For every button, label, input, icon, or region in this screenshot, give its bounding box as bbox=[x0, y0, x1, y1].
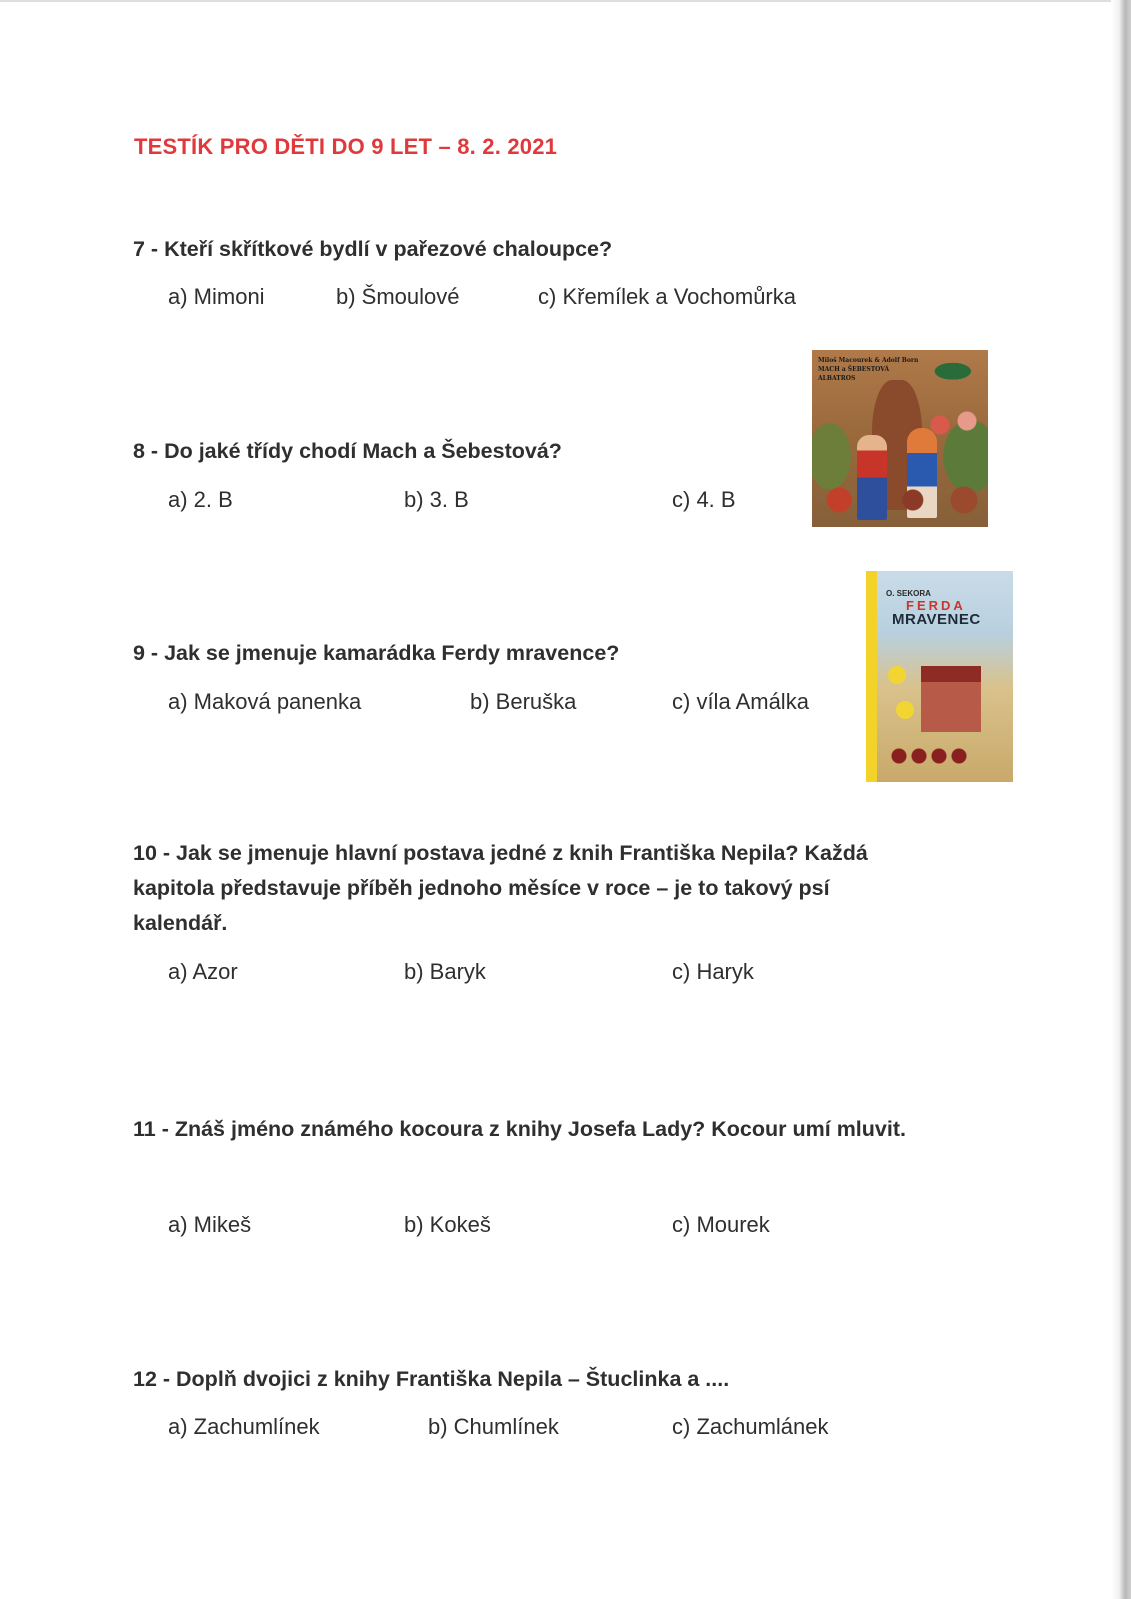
cover-author: O. SEKORA bbox=[886, 589, 931, 598]
cover-title-ferda: FERDA bbox=[906, 598, 966, 613]
question-11: 11 - Znáš jméno známého kocoura z knihy Josefa Lady? Kocour umí mluvit. bbox=[133, 1117, 906, 1141]
cover-flower bbox=[888, 666, 906, 684]
question-11-option-c[interactable]: c) Mourek bbox=[672, 1212, 770, 1237]
question-8-option-b[interactable]: b) 3. B bbox=[404, 487, 469, 512]
question-10: 10 - Jak se jmenuje hlavní postava jedné z knih Františka Nepila? Každá kapitola představuje příběh jednoho měsíce v roce – je to takový psí kalendář. bbox=[133, 841, 868, 935]
question-8: 8 - Do jaké třídy chodí Mach a Šebestová? bbox=[133, 439, 562, 463]
question-12-option-c[interactable]: c) Zachumlánek bbox=[672, 1414, 829, 1439]
cover-publisher: ALBATROS bbox=[818, 375, 856, 382]
scan-right-edge bbox=[1111, 0, 1131, 1599]
question-12-option-a[interactable]: a) Zachumlínek bbox=[168, 1414, 320, 1439]
question-7-option-b[interactable]: b) Šmoulové bbox=[336, 284, 460, 309]
mach-a-sebestova-book-cover bbox=[812, 350, 988, 527]
question-12-option-b[interactable]: b) Chumlínek bbox=[428, 1414, 559, 1439]
page-title: TESTÍK PRO DĚTI DO 9 LET – 8. 2. 2021 bbox=[134, 134, 558, 159]
cover-house bbox=[921, 666, 981, 732]
cover-flower bbox=[896, 701, 914, 719]
cover-book-title: MACH a ŠEBESTOVÁ bbox=[818, 366, 890, 373]
question-10-option-c[interactable]: c) Haryk bbox=[672, 959, 754, 984]
question-7-option-a[interactable]: a) Mimoni bbox=[168, 284, 265, 309]
cover-title-mravenec: MRAVENEC bbox=[892, 611, 981, 628]
question-7: 7 - Kteří skřítkové bydlí v pařezové chaloupce? bbox=[133, 237, 613, 261]
question-8-option-c[interactable]: c) 4. B bbox=[672, 487, 736, 512]
question-11-option-b[interactable]: b) Kokeš bbox=[404, 1212, 491, 1237]
question-9: 9 - Jak se jmenuje kamarádka Ferdy mravence? bbox=[133, 641, 620, 665]
scan-top-edge bbox=[0, 0, 1131, 2]
question-11-option-a[interactable]: a) Mikeš bbox=[168, 1212, 252, 1237]
question-9-option-c[interactable]: c) víla Amálka bbox=[672, 689, 809, 714]
cover-ants bbox=[891, 741, 971, 771]
question-8-option-a[interactable]: a) 2. B bbox=[168, 487, 233, 512]
question-7-option-c[interactable]: c) Křemílek a Vochomůrka bbox=[538, 284, 796, 309]
cover-spine bbox=[866, 571, 877, 782]
cover-text bbox=[818, 356, 918, 383]
question-9-option-a[interactable]: a) Maková panenka bbox=[168, 689, 362, 714]
cover-animals bbox=[820, 470, 980, 520]
question-10-option-a[interactable]: a) Azor bbox=[168, 959, 238, 984]
question-9-option-b[interactable]: b) Beruška bbox=[470, 689, 577, 714]
cover-authors: Miloš Macourek & Adolf Born bbox=[818, 357, 919, 364]
question-12: 12 - Doplň dvojici z knihy Františka Nepila – Štuclinka a .... bbox=[133, 1367, 730, 1391]
ferda-mravenec-book-cover bbox=[866, 571, 1013, 782]
question-10-option-b[interactable]: b) Baryk bbox=[404, 959, 486, 984]
